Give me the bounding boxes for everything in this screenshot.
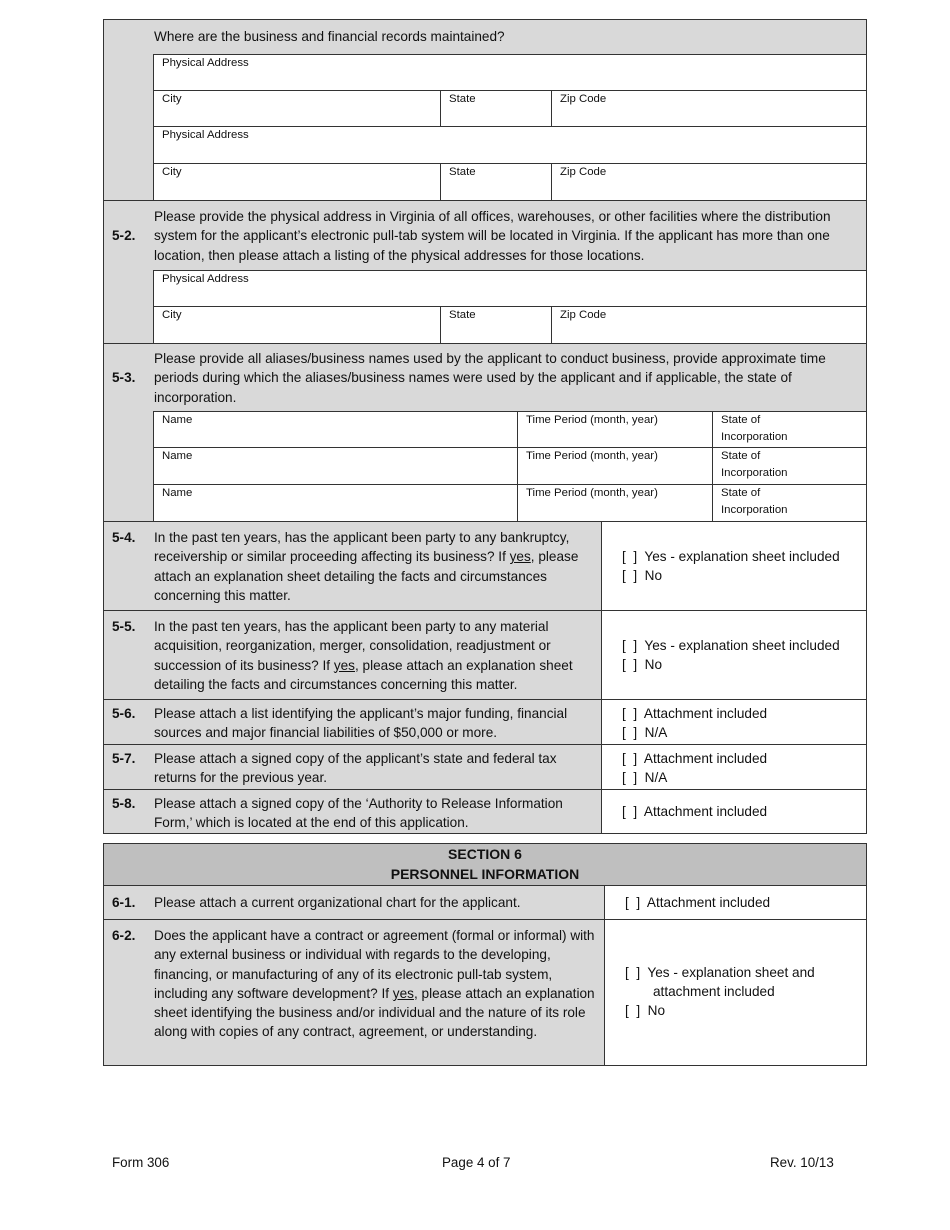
physical-address-field[interactable] xyxy=(153,126,867,164)
footer-page-number: Page 4 of 7 xyxy=(442,1155,511,1170)
question-number-5-8: 5-8. xyxy=(112,796,136,811)
city-label: City xyxy=(162,93,182,105)
question-6-1: Please attach a current organizational chart for the applicant. xyxy=(154,895,521,910)
city-field[interactable] xyxy=(153,306,441,344)
attachment-checkbox-option[interactable]: [ ] Attachment included xyxy=(622,804,768,819)
question-number-6-1: 6-1. xyxy=(112,895,136,910)
question-5-2: Please provide the physical address in Virginia of all offices, warehouses, or other facilities where the distribution system for the applicant’s electronic pull-tab system will be located in Virginia. If the applicant has more than one location, then please attach a listing of the physical addresses for those locations. xyxy=(154,209,831,263)
physical-address-label: Physical Address xyxy=(162,57,249,69)
zip-code-label: Zip Code xyxy=(560,93,607,105)
zip-code-label: Zip Code xyxy=(560,309,607,321)
zip-code-label: Zip Code xyxy=(560,166,607,178)
question-number-5-6: 5-6. xyxy=(112,706,136,721)
question-5-8: Please attach a signed copy of the ‘Authority to Release Information Form,’ which is located at the end of this application. xyxy=(154,796,563,831)
no-checkbox-option[interactable]: [ ] No xyxy=(622,568,663,583)
time-period-field[interactable] xyxy=(517,411,713,448)
time-period-field[interactable] xyxy=(517,484,713,522)
section-6-title: SECTION 6 xyxy=(448,846,522,862)
time-period-label: Time Period (month, year) xyxy=(526,450,658,462)
physical-address-label: Physical Address xyxy=(162,129,249,141)
yes-checkbox-option[interactable]: [ ] Yes - explanation sheet and xyxy=(625,965,815,980)
question-5-7: Please attach a signed copy of the applicant’s state and federal tax returns for the previous year. xyxy=(154,751,557,786)
state-of-incorporation-label: State of Incorporation xyxy=(721,414,788,443)
time-period-field[interactable] xyxy=(517,447,713,485)
state-of-incorporation-field[interactable] xyxy=(712,411,867,448)
zip-code-field[interactable] xyxy=(551,90,867,127)
question-number-5-5: 5-5. xyxy=(112,619,136,634)
na-checkbox-option[interactable]: [ ] N/A xyxy=(622,770,668,785)
question-6-2: Does the applicant have a contract or agreement (formal or informal) with any external business or individual with regards to the developing, financing, or manufacturing of any of its electronic pull-tab system, including any software development? If yes, please attach an explanation sheet identifying the business and/or individual and the nature of its role along with copies of any contract, agreement, or understanding. xyxy=(154,928,595,1040)
attachment-checkbox-option[interactable]: [ ] Attachment included xyxy=(622,706,768,721)
question-number-5-3: 5-3. xyxy=(112,370,136,385)
alias-name-field[interactable] xyxy=(153,411,518,448)
physical-address-field[interactable] xyxy=(153,270,867,307)
question-5-6: Please attach a list identifying the applicant’s major funding, financial sources and major financial liabilities of $50,000 or more. xyxy=(154,706,568,741)
alias-name-field[interactable] xyxy=(153,484,518,522)
state-of-incorporation-label: State of Incorporation xyxy=(721,487,788,516)
yes-checkbox-option[interactable]: [ ] Yes - explanation sheet included xyxy=(622,549,840,564)
zip-code-field[interactable] xyxy=(551,306,867,344)
attachment-checkbox-option[interactable]: [ ] Attachment included xyxy=(622,751,768,766)
na-checkbox-option[interactable]: [ ] N/A xyxy=(622,725,668,740)
question-number-6-2: 6-2. xyxy=(112,928,136,943)
no-checkbox-option[interactable]: [ ] No xyxy=(622,657,663,672)
yes-checkbox-option[interactable]: [ ] Yes - explanation sheet included xyxy=(622,638,840,653)
state-field[interactable] xyxy=(440,306,552,344)
question-5-1: Where are the business and financial records maintained? xyxy=(154,29,505,44)
alias-name-field[interactable] xyxy=(153,447,518,485)
state-label: State xyxy=(449,309,476,321)
physical-address-field[interactable] xyxy=(153,54,867,91)
state-field[interactable] xyxy=(440,163,552,201)
city-label: City xyxy=(162,309,182,321)
state-of-incorporation-label: State of Incorporation xyxy=(721,450,788,479)
physical-address-label: Physical Address xyxy=(162,273,249,285)
time-period-label: Time Period (month, year) xyxy=(526,487,658,499)
time-period-label: Time Period (month, year) xyxy=(526,414,658,426)
section-6-subtitle: PERSONNEL INFORMATION xyxy=(390,866,580,882)
question-number-5-7: 5-7. xyxy=(112,751,136,766)
no-checkbox-option[interactable]: [ ] No xyxy=(625,1003,666,1018)
footer-revision: Rev. 10/13 xyxy=(770,1155,834,1170)
question-5-4: In the past ten years, has the applicant been party to any bankruptcy, receivership or similar proceeding affecting its business? If yes, please attach an explanation sheet detailing the facts and circumstances concerning this matter. xyxy=(154,530,579,603)
state-field[interactable] xyxy=(440,90,552,127)
city-label: City xyxy=(162,166,182,178)
yes-option-continuation: attachment included xyxy=(653,984,775,999)
footer-form-number: Form 306 xyxy=(112,1155,170,1170)
question-number-5-2: 5-2. xyxy=(112,228,136,243)
alias-name-label: Name xyxy=(162,450,193,462)
state-label: State xyxy=(449,93,476,105)
alias-name-label: Name xyxy=(162,414,193,426)
alias-name-label: Name xyxy=(162,487,193,499)
question-number-5-4: 5-4. xyxy=(112,530,136,545)
attachment-checkbox-option[interactable]: [ ] Attachment included xyxy=(625,895,771,910)
question-5-3: Please provide all aliases/business names used by the applicant to conduct business, provide approximate time periods during which the aliases/business names were used by the applicant and if applicable, the state of incorporation. xyxy=(154,351,826,405)
state-of-incorporation-field[interactable] xyxy=(712,484,867,522)
state-of-incorporation-field[interactable] xyxy=(712,447,867,485)
city-field[interactable] xyxy=(153,90,441,127)
zip-code-field[interactable] xyxy=(551,163,867,201)
state-label: State xyxy=(449,166,476,178)
city-field[interactable] xyxy=(153,163,441,201)
question-5-5: In the past ten years, has the applicant been party to any material acquisition, reorganization, merger, consolidation, readjustment or succession of its business? If yes, please attach an explanation sheet detailing the facts and circumstances concerning this matter. xyxy=(154,619,573,692)
